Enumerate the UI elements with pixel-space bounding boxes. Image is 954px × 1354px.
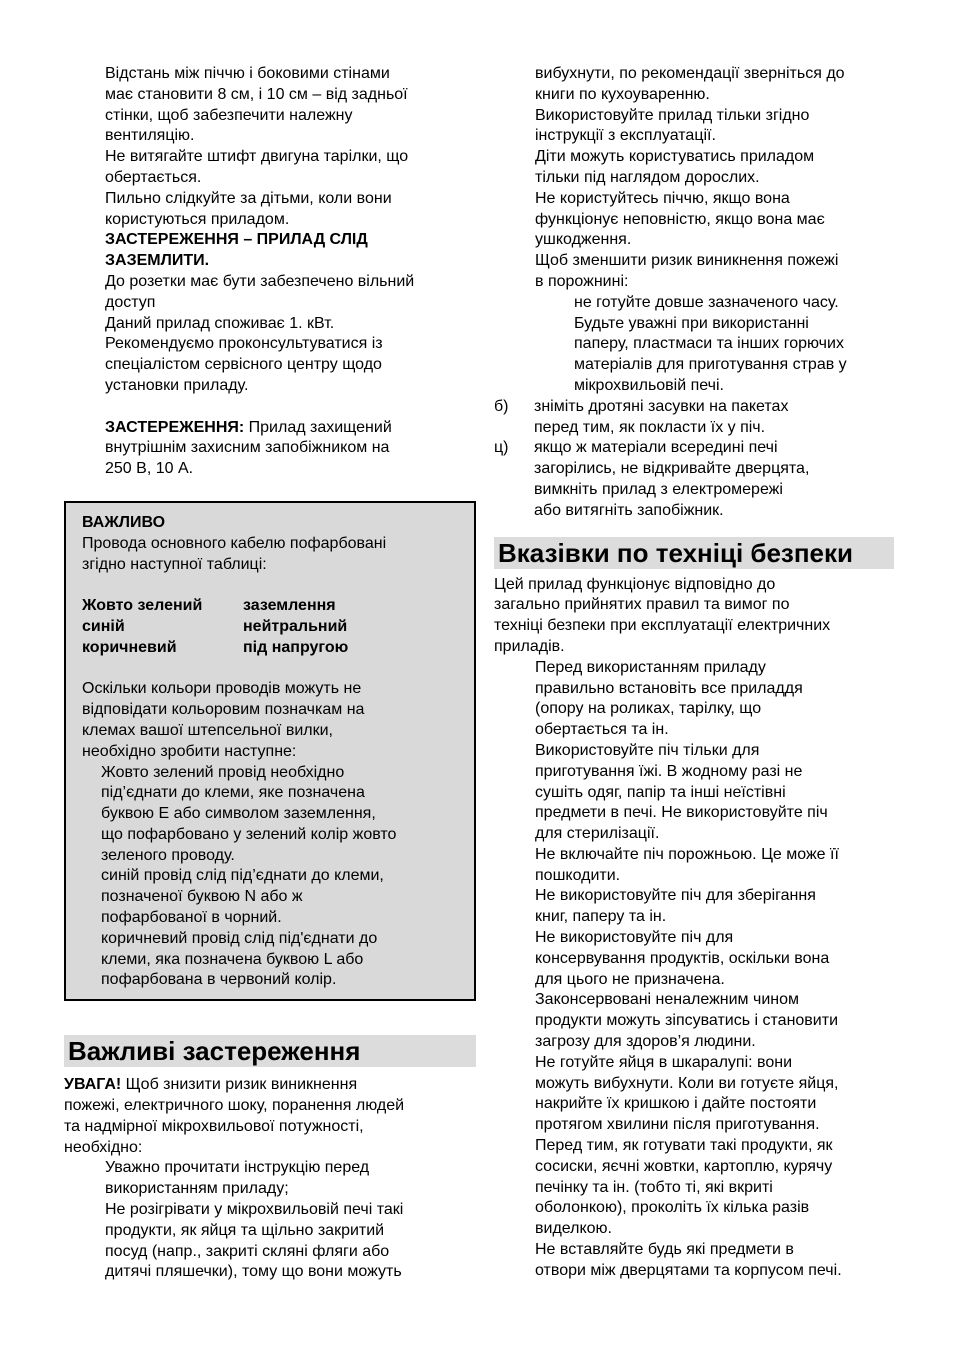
text-line: Перед тим, як готувати такі продукти, як bbox=[535, 1137, 833, 1155]
text-line: користуються приладом. bbox=[105, 210, 290, 228]
text-line: Не використовуйте піч для зберігання bbox=[535, 887, 816, 905]
text-line: Використовуйте прилад тільки згідно bbox=[535, 106, 810, 124]
text-line: тільки під наглядом дорослих. bbox=[535, 168, 760, 186]
text-line: позначеної буквою N або ж bbox=[101, 888, 303, 906]
text-line: Оскільки кольори проводів можуть не bbox=[82, 680, 362, 698]
text-line: необхідно зробити наступне: bbox=[82, 742, 297, 760]
text-line: Законсервовані неналежним чином bbox=[535, 991, 799, 1009]
text-line: Відстань між піччю і боковими стінами bbox=[105, 65, 390, 82]
text-line: синій провід слід під’єднати до клеми, bbox=[101, 867, 384, 885]
text-line: або витягніть запобіжник. bbox=[534, 501, 724, 519]
text-line: Не готуйте яйця в шкаралупі: вони bbox=[535, 1053, 793, 1071]
text-line: функціонує неповністю, якщо вона має bbox=[535, 210, 825, 228]
list-marker: б) bbox=[494, 397, 509, 415]
text-line: накрийте їх кришкою і дайте постояти bbox=[535, 1095, 817, 1113]
text-line: обертається. bbox=[105, 168, 202, 186]
wire-color: Жовто зелений bbox=[82, 597, 203, 615]
text-line: паперу, пластмаси та інших горючих bbox=[574, 335, 844, 353]
text-line: загорілись, не відкривайте дверцята, bbox=[534, 460, 810, 478]
text-line: установки приладу. bbox=[105, 376, 249, 394]
text-line: приладів. bbox=[494, 637, 565, 655]
fire-items bbox=[494, 293, 894, 397]
text-line: відповідати кольоровим позначкам на bbox=[82, 701, 365, 719]
text-line: зеленого проводу. bbox=[101, 846, 235, 864]
ground-warning: ЗАСТЕРЕЖЕННЯ – ПРИЛАД СЛІД bbox=[105, 231, 368, 249]
text-line: загально прийнятих правил та вимог по bbox=[494, 596, 790, 614]
text-line: предмети в печі. Не використовуйте піч bbox=[535, 804, 828, 822]
text-line: та надмірної мікрохвильової потужності, bbox=[64, 1117, 364, 1135]
text-line: приготування їжі. В жодному разі не bbox=[535, 762, 803, 780]
text-line: Не вставляйте будь які предмети в bbox=[535, 1241, 794, 1259]
text-line: книг, паперу та ін. bbox=[535, 908, 667, 926]
text-line: Рекомендуємо проконсультуватися із bbox=[105, 335, 383, 353]
text-line: що пофарбовано у зелений колір жовто bbox=[101, 825, 397, 843]
text-line: в порожнині: bbox=[535, 272, 629, 290]
intro-text bbox=[64, 64, 476, 480]
text-line: Уважно прочитати інструкцію перед bbox=[105, 1159, 370, 1177]
text-line: клемах вашої штепсельної вилки, bbox=[82, 721, 333, 739]
text-line: клеми, яка позначена буквою L або bbox=[101, 950, 364, 968]
important-title: ВАЖЛИВО bbox=[82, 513, 166, 531]
text-line: доступ bbox=[105, 293, 156, 311]
text-line: спеціалістом сервісного центру щодо bbox=[105, 356, 382, 374]
text-line: Жовто зелений провід необхідно bbox=[101, 763, 345, 781]
text-line: не готуйте довше зазначеного часу. bbox=[574, 293, 839, 311]
text-line: Провода основного кабелю пофарбовані bbox=[82, 534, 387, 552]
text-line: Щоб зменшити ризик виникнення пожежі bbox=[535, 252, 839, 270]
text-line: 250 В, 10 А. bbox=[105, 460, 194, 478]
text-line: згідно наступної таблиці: bbox=[82, 555, 267, 573]
important-box bbox=[64, 501, 476, 1001]
text-line: стінки, щоб забезпечити належну bbox=[105, 106, 353, 124]
text-line: Пильно слідкуйте за дітьми, коли вони bbox=[105, 189, 392, 207]
attention-line bbox=[64, 1075, 476, 1096]
text-line: Не користуйтесь піччю, якщо вона bbox=[535, 189, 790, 207]
text-line: Щоб знизити ризик виникнення bbox=[121, 1076, 358, 1094]
list-item-c bbox=[494, 438, 894, 521]
right-column bbox=[494, 64, 894, 1282]
text-line: посуд (напр., закриті скляні фляги або bbox=[105, 1242, 390, 1260]
text-line: Не включайте піч порожньою. Це може її bbox=[535, 845, 839, 863]
wire-role: заземлення bbox=[243, 597, 336, 615]
text-line: перед тим, як покласти їх у піч. bbox=[534, 418, 766, 436]
text-line: консервування продуктів, оскільки вона bbox=[535, 949, 830, 967]
fuse-warning-label: ЗАСТЕРЕЖЕННЯ: bbox=[105, 418, 245, 436]
text-line: внутрішнім захисним запобіжником на bbox=[105, 439, 390, 457]
fuse-warning bbox=[105, 418, 476, 439]
text-line: оболонкою), проколіть їх кілька разів bbox=[535, 1199, 810, 1217]
text-line: продукти можуть зіпсуватись і становити bbox=[535, 1012, 838, 1030]
list-item-b bbox=[494, 397, 894, 439]
attention-label: УВАГА! bbox=[64, 1076, 122, 1094]
text-line: Перед використанням приладу bbox=[535, 658, 766, 676]
text-line: вентиляцію. bbox=[105, 127, 195, 145]
text-line: пофарбованої в чорний. bbox=[101, 909, 282, 927]
text-line: книги по кухоуваренню. bbox=[535, 85, 710, 103]
text-line: Прилад захищений bbox=[244, 418, 392, 436]
text-line: Використовуйте піч тільки для bbox=[535, 741, 760, 759]
text-line: виделкою. bbox=[535, 1220, 612, 1238]
text-line: мікрохвильовій печі. bbox=[574, 376, 724, 394]
wire-color: синій bbox=[82, 617, 125, 635]
text-line: Будьте уважні при використанні bbox=[574, 314, 809, 332]
text-line: ушкодження. bbox=[535, 231, 632, 249]
text-line: матеріалів для приготування страв у bbox=[574, 356, 847, 374]
text-line: правильно встановіть все приладдя bbox=[535, 679, 803, 697]
section-heading-safety: Вказівки по техніці безпеки bbox=[494, 537, 894, 569]
text-line: пошкодити. bbox=[535, 866, 621, 884]
text-line: під’єднати до клеми, яке позначена bbox=[101, 784, 365, 802]
text-line: Цей прилад функціонує відповідно до bbox=[494, 575, 776, 593]
attention-items bbox=[64, 1158, 476, 1283]
text-line: Не розігрівати у мікрохвильовій печі такі bbox=[105, 1201, 404, 1219]
text-line: для стерилізації. bbox=[535, 825, 660, 843]
text-line: печінку та ін. (тобто ті, які вкриті bbox=[535, 1178, 773, 1196]
ground-warning: ЗАЗЕМЛИТИ. bbox=[105, 252, 210, 270]
text-line: можуть вибухнути. Коли ви готуєте яйця, bbox=[535, 1074, 839, 1092]
text-line: До розетки має бути забезпечено вільний bbox=[105, 272, 415, 290]
text-line: продукти, як яйця та щільно закритий bbox=[105, 1221, 385, 1239]
text-line: використанням приладу; bbox=[105, 1180, 289, 1198]
wire-color-table bbox=[82, 596, 458, 658]
continued-text bbox=[494, 64, 894, 293]
text-line: отвори між дверцятами та корпусом печі. bbox=[535, 1261, 842, 1279]
text-line: обертається та ін. bbox=[535, 721, 669, 739]
text-line: зніміть дротяні засувки на пакетах bbox=[534, 397, 789, 415]
wire-role: під напругою bbox=[243, 638, 349, 656]
text-line: необхідно: bbox=[64, 1138, 143, 1156]
text-line: дитячі пляшечки), тому що вони можуть bbox=[105, 1263, 402, 1281]
text-line: буквою E або символом заземлення, bbox=[101, 805, 376, 823]
text-line: сушіть одяг, папір та інші неїстівні bbox=[535, 783, 786, 801]
left-column bbox=[64, 64, 476, 1283]
wiring-steps bbox=[82, 763, 458, 992]
text-line: техніці безпеки при експлуатації електричних bbox=[494, 617, 831, 635]
text-line: вимкніть прилад з електромережі bbox=[534, 480, 783, 498]
text-line: якщо ж матеріали всередині печі bbox=[534, 439, 778, 457]
text-line: коричневий провід слід під'єднати до bbox=[101, 929, 378, 947]
text-line: для цього не призначена. bbox=[535, 970, 725, 988]
wire-color: коричневий bbox=[82, 638, 177, 656]
text-line: Не витягайте штифт двигуна тарілки, що bbox=[105, 148, 409, 166]
wire-role: нейтральний bbox=[243, 617, 348, 635]
power-rating: Даний прилад споживає 1. кВт. bbox=[105, 314, 335, 332]
text-line: пофарбована в червоний колір. bbox=[101, 971, 337, 989]
text-line: загрозу для здоров’я людини. bbox=[535, 1033, 756, 1051]
safety-items bbox=[494, 658, 894, 1282]
text-line: сосиски, яєчні жовтки, картоплю, курячу bbox=[535, 1157, 833, 1175]
section-heading-warnings: Важливі застереження bbox=[64, 1035, 476, 1067]
text-line: пожежі, електричного шоку, поранення людей bbox=[64, 1097, 405, 1115]
text-line: протягом хвилини після приготування. bbox=[535, 1116, 820, 1134]
text-line: має становити 8 см, і 10 см – від задньої bbox=[105, 85, 408, 103]
text-line: Не використовуйте піч для bbox=[535, 929, 734, 947]
text-line: інструкції з експлуатації. bbox=[535, 127, 716, 145]
list-marker: ц) bbox=[494, 439, 509, 457]
text-line: вибухнути, по рекомендації зверніться до bbox=[535, 65, 845, 82]
text-line: Діти можуть користуватись приладом bbox=[535, 148, 815, 166]
text-line: (опору на роликах, тарілку, що bbox=[535, 700, 762, 718]
